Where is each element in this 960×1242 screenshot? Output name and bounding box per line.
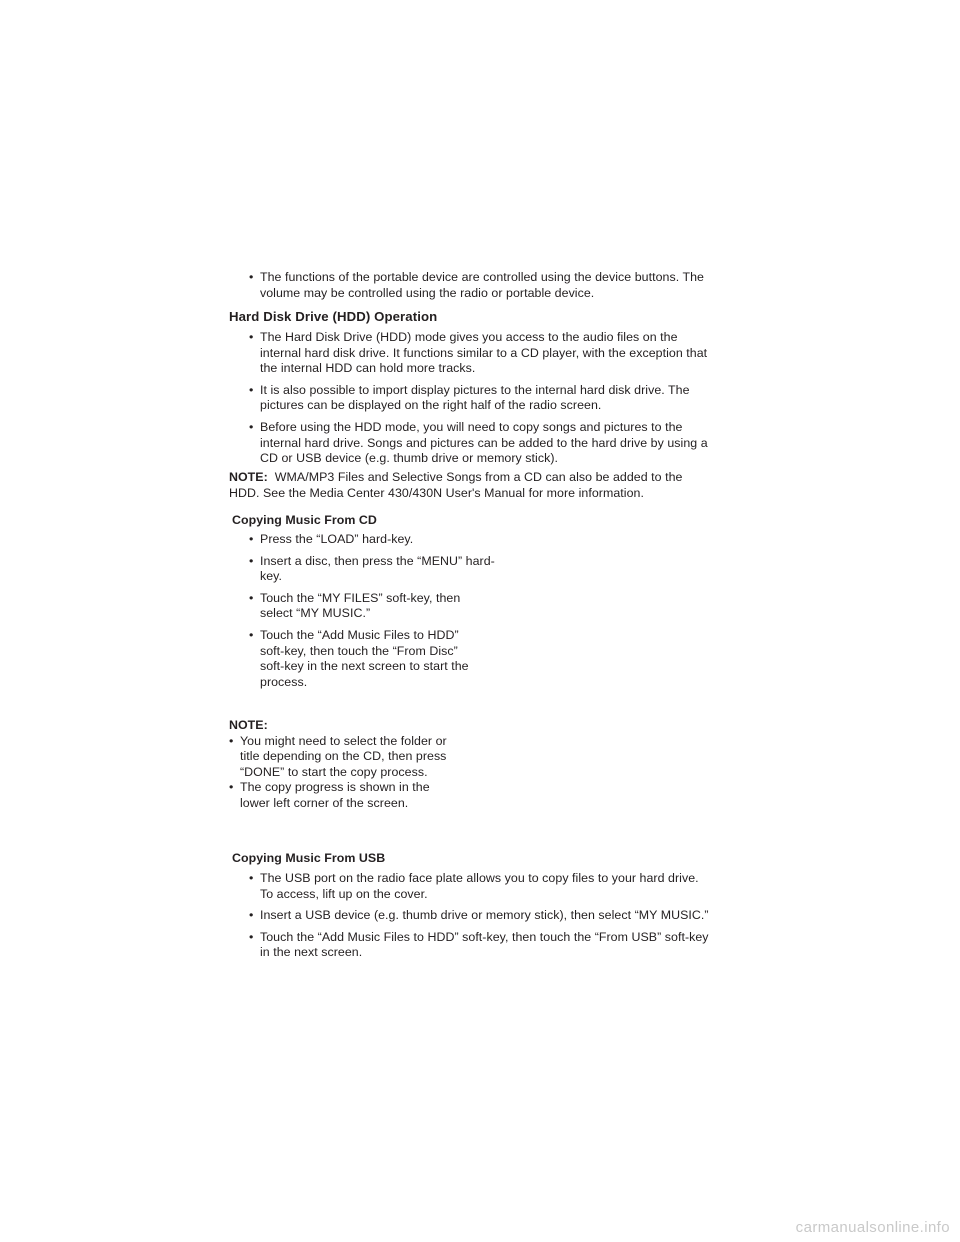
list-item: • Touch the “Add Music Files to HDD” soft-key, then touch the “From USB” soft-key in the next screen. [249,929,709,960]
list-item: • Touch the “MY FILES” soft-key, then select “MY MUSIC.” [249,590,461,621]
bullet-icon: • [249,908,254,923]
note-label: NOTE: [229,718,268,732]
note-text: WMA/MP3 Files and Selective Songs from a CD can also be added to the HDD. See the Media Center 430/430N User's Manual for more information. [229,470,683,500]
hdd-heading: Hard Disk Drive (HDD) Operation [229,309,438,324]
intro-block [240,270,710,307]
note-label: NOTE: [229,470,268,484]
bullet-icon: • [249,553,254,568]
bullet-icon: • [249,270,254,284]
list-item: • Touch the “Add Music Files to HDD” soft-key, then touch the “From Disc” soft-key in the next screen to start the process. [249,627,469,689]
list-item: • The USB port on the radio face plate allows you to copy files to your hard drive. To access, lift up on the cover. [249,871,699,901]
bullet-icon: • [249,590,254,605]
list-item: • You might need to select the folder or title depending on the CD, then press “DONE” to start the copy process. [229,733,447,779]
list-item: • The copy progress is shown in the lower left corner of the screen. [229,780,430,810]
hdd-bullets [240,330,714,473]
cd-heading: Copying Music From CD [232,513,377,527]
bullet-icon: • [249,419,254,434]
hdd-note [229,470,713,501]
list-item: • Insert a USB device (e.g. thumb drive or memory stick), then select “MY MUSIC.” [249,908,709,923]
usb-heading: Copying Music From USB [232,851,386,865]
cd-bullets [240,532,514,696]
bullet-icon: • [249,532,254,546]
bullet-icon: • [249,929,254,944]
list-item: • Insert a disc, then press the “MENU” hard-key. [249,553,495,584]
cd-note [229,718,461,812]
watermark[interactable]: carmanualsonline.info [795,1219,950,1236]
list-item: • Press the “LOAD” hard-key. [249,532,414,546]
bullet-icon: • [229,780,234,795]
bullet-icon: • [249,330,254,344]
bullet-icon: • [249,871,254,885]
list-item: • It is also possible to import display pictures to the internal hard disk drive. The pictures can be displayed on the right half of the radio screen. [249,382,690,413]
bullet-icon: • [249,627,254,642]
bullet-icon: • [229,733,234,748]
usb-bullets [240,871,714,967]
list-item: • Before using the HDD mode, you will need to copy songs and pictures to the internal hard drive. Songs and pictures can be added to the hard drive by using a CD or USB device (e.g. thumb drive or memory stick). [249,419,708,466]
list-item: • The functions of the portable device are controlled using the device buttons. The volume may be controlled using the radio or portable device. [249,270,704,300]
list-item: • The Hard Disk Drive (HDD) mode gives you access to the audio files on the internal hard disk drive. It functions similar to a CD player, with the exception that the internal HDD can hold more tracks. [249,330,708,376]
bullet-icon: • [249,382,254,397]
